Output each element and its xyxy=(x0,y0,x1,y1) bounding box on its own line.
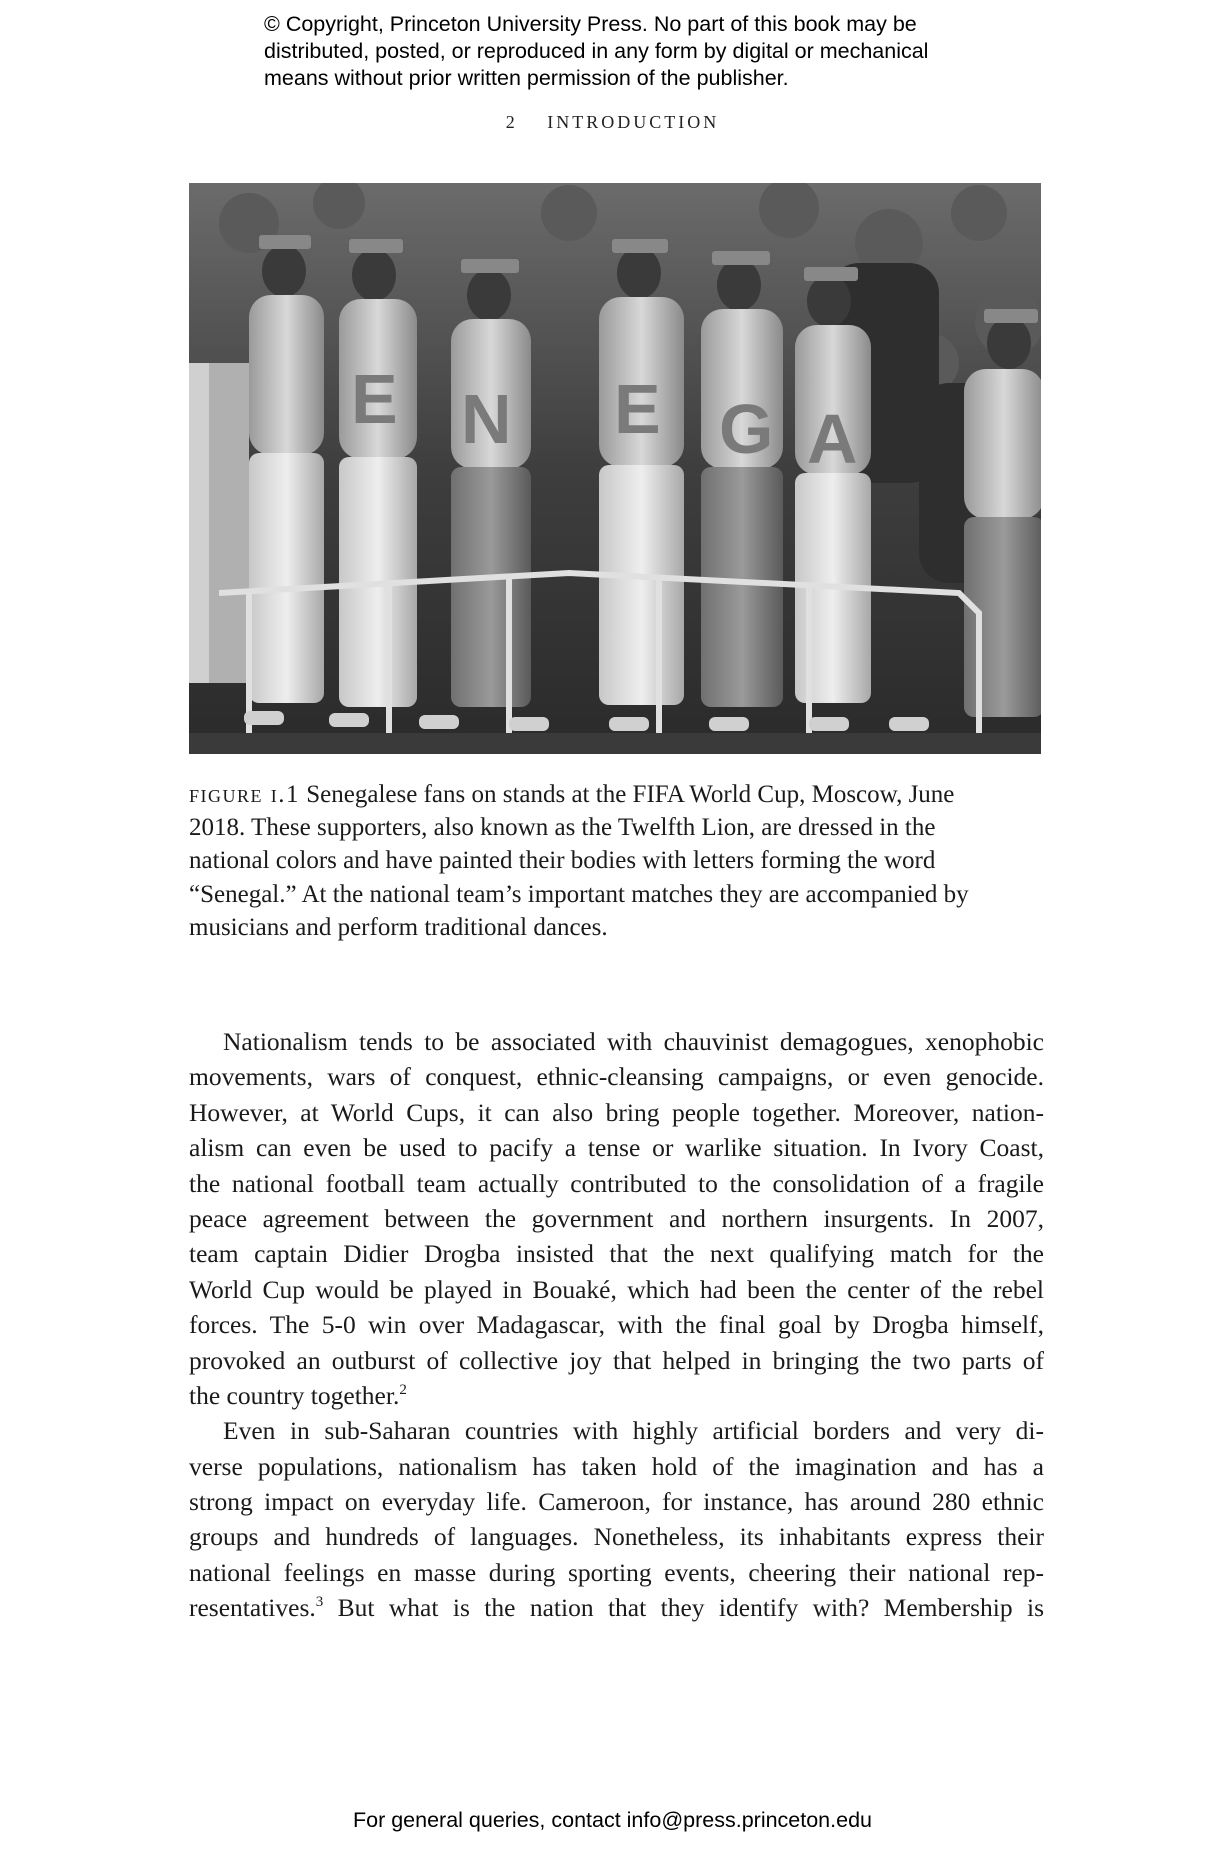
text-line: provoked an outburst of collective joy that helped in bringing the two parts of xyxy=(189,1345,1044,1375)
body-text xyxy=(189,1024,1044,1626)
svg-text:N: N xyxy=(461,380,512,458)
paragraph xyxy=(189,1024,1044,1413)
text-line: team captain Didier Drogba insisted that the next qualifying match for the xyxy=(189,1239,1044,1269)
footnote-marker[interactable]: 2 xyxy=(399,1381,407,1398)
figure-label: figure i.1 xyxy=(189,781,300,808)
chapter-title: INTRODUCTION xyxy=(547,112,720,132)
text-line: strong impact on everyday life. Cameroon, for instance, has around 280 ethnic xyxy=(189,1487,1044,1517)
text-line: verse populations, nationalism has taken hold of the imagination and has a xyxy=(189,1451,1044,1481)
footer-contact: For general queries, contact info@press.princeton.edu xyxy=(352,1808,872,1832)
text-line: peace agreement between the government and northern insurgents. In 2007, xyxy=(189,1203,1044,1233)
copyright-line: © Copyright, Princeton University Press. No part of this book may be xyxy=(264,12,917,36)
copyright-line: means without prior written permission of the publisher. xyxy=(264,66,789,90)
text-fragment: the country together. xyxy=(189,1380,400,1410)
text-line: forces. The 5-0 win over Madagascar, with the final goal by Drogba himself, xyxy=(189,1310,1044,1340)
svg-text:E: E xyxy=(351,360,398,438)
text-line: movements, wars of conquest, ethnic-cleansing campaigns, or even genocide. xyxy=(189,1062,1044,1092)
caption-line: national colors and have painted their bodies with letters forming the word xyxy=(189,847,936,875)
text-line: World Cup would be played in Bouaké, which had been the center of the rebel xyxy=(189,1274,1044,1304)
text-line: the national football team actually contributed to the consolidation of a fragile xyxy=(189,1168,1044,1198)
fans-photo-icon xyxy=(189,183,1041,754)
page-number: 2 xyxy=(505,112,518,132)
svg-text:A: A xyxy=(807,400,858,478)
svg-text:G: G xyxy=(719,390,774,468)
figure-photo xyxy=(189,183,1041,754)
caption-line: 2018. These supporters, also known as the Twelfth Lion, are dressed in the xyxy=(189,814,936,842)
text-line xyxy=(189,1378,1044,1413)
copyright-line: distributed, posted, or reproduced in any form by digital or mechanical xyxy=(264,39,929,63)
caption-line: “Senegal.” At the national team’s important matches they are accompanied by xyxy=(189,880,969,908)
text-line: national feelings en masse during sporting events, cheering their national rep- xyxy=(189,1557,1044,1587)
text-line xyxy=(189,1590,1044,1625)
text-fragment: resentatives. xyxy=(189,1593,316,1623)
caption-line: musicians and perform traditional dances. xyxy=(189,913,608,941)
text-line: Even in sub-Saharan countries with highly artificial borders and very di- xyxy=(223,1416,1044,1446)
paragraph xyxy=(189,1413,1044,1625)
text-line: Nationalism tends to be associated with chauvinist demagogues, xenophobic xyxy=(223,1027,1044,1056)
caption-line: Senegalese fans on stands at the FIFA World Cup, Moscow, June xyxy=(300,781,955,808)
svg-text:E: E xyxy=(614,370,661,448)
text-line: groups and hundreds of languages. Nonetheless, its inhabitants express their xyxy=(189,1522,1044,1552)
text-line: alism can even be used to pacify a tense or warlike situation. In Ivory Coast, xyxy=(189,1133,1044,1163)
footnote-marker[interactable]: 3 xyxy=(315,1594,324,1611)
figure-caption xyxy=(189,778,1049,944)
copyright-notice xyxy=(264,11,1024,92)
text-line: However, at World Cups, it can also bring people together. Moreover, nation- xyxy=(189,1097,1044,1127)
running-head xyxy=(0,112,1225,133)
text-fragment: But what is the nation that they identify with? Membership is xyxy=(323,1593,1044,1623)
